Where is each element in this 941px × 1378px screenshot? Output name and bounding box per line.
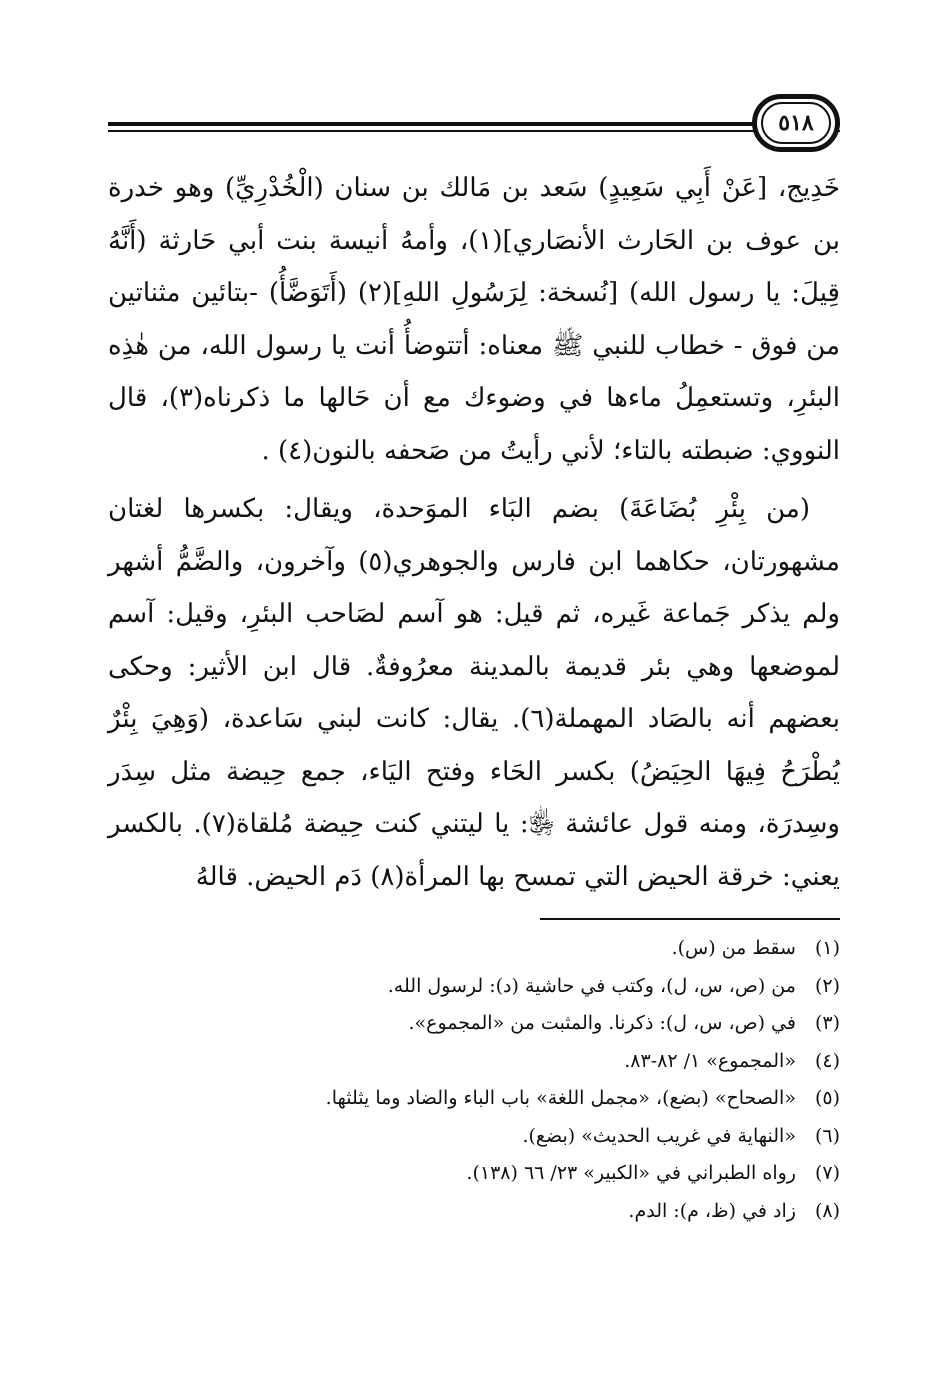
footnote-number: (٨) — [814, 1199, 840, 1222]
paragraph-1: خَدِيج، [عَنْ أَبِي سَعِيدٍ) سَعد بن مَالك بن سنان (الْخُدْرِيِّ) وهو خدرة بن عوف بن الحَارث الأنصَاري](١)، وأمهُ أنيسة بنت أبي حَارثة (أَنَّهُ قِيلَ: يا رسول الله) [نُسخة: لِرَسُولِ اللهِ](٢) (أَتَوَضَّأُ) -بتائين مثناتين من فوق - خطاب للنبي ﷺ معناه: أتتوضأُ أنت يا رسول الله، من هٰذِه البئرِ، وتستعمِلُ ماءها في وضوءك مع أن حَالها ما ذكرناه(٣)، قال النووي: ضبطته بالتاء؛ لأني رأيتُ من صَحفه بالنون(٤) . — [108, 173, 840, 466]
footnote-number: (٧) — [814, 1162, 840, 1184]
footnote-item — [108, 1005, 840, 1043]
footnote-text: زاد في (ظ، م): الدم. — [628, 1199, 796, 1222]
footnote-text: في (ص، س، ل): ذكرنا. والمثبت من «المجموع». — [408, 1012, 796, 1034]
footnote-item — [108, 1118, 840, 1156]
footnote-number: (٥) — [814, 1087, 840, 1109]
footnote-number: (٢) — [814, 974, 840, 997]
footnote-text: من (ص، س، ل)، وكتب في حاشية (د): لرسول الله. — [387, 974, 796, 997]
footnote-item — [108, 1193, 840, 1231]
footnote-number: (٣) — [814, 1012, 840, 1034]
footnote-item — [108, 968, 840, 1006]
footnote-text: «الصحاح» (بضع)، «مجمل اللغة» باب الباء والضاد وما يثلثها. — [325, 1087, 796, 1109]
main-text — [108, 162, 840, 903]
footnote-number: (٤) — [814, 1049, 840, 1072]
footnote-text: رواه الطبراني في «الكبير» ٢٣/ ٦٦ (١٣٨). — [466, 1162, 796, 1184]
footnote-number: (١) — [814, 937, 840, 959]
footnote-text: «المجموع» ١/ ٨٢-٨٣. — [624, 1049, 796, 1072]
footnote-item — [108, 930, 840, 968]
footnote-item — [108, 1080, 840, 1118]
header-rule-thin — [108, 130, 840, 132]
footnote-number: (٦) — [814, 1124, 840, 1147]
footnote-item — [108, 1155, 840, 1193]
page-number-badge — [752, 94, 840, 152]
header-rule — [108, 122, 840, 126]
page-header — [108, 92, 840, 162]
footnotes — [108, 930, 840, 1230]
footnote-text: سقط من (س). — [671, 937, 796, 959]
footnote-text: «النهاية في غريب الحديث» (بضع). — [522, 1124, 796, 1147]
page-number: ٥١٨ — [761, 102, 831, 144]
paragraph-2: (من بِئْرِ بُضَاعَةَ) بضم البَاء الموَحدة، ويقال: بكسرها لغتان مشهورتان، حكاهما ابن فارس والجوهري(٥) وآخرون، والضَّمُّ أشهر ولم يذكر جَماعة غَيره، ثم قيل: هو آسم لصَاحب البئرِ، وقيل: آسم لموضعها وهي بئر قديمة بالمدينة معرُوفةٌ. قال ابن الأثير: وحكى بعضهم أنه بالصَاد المهملة(٦). يقال: كانت لبني سَاعدة، (وَهِيَ بِئْرٌ يُطْرَحُ فِيهَا الحِيَضُ) بكسر الحَاء وفتح اليَاء، جمع حِيضة مثل سِدَر وسِدرَة، ومنه قول عائشة ﵂: يا ليتني كنت حِيضة مُلقاة(٧). بالكسر يعني: خرقة الحيض التي تمسح بها المرأة(٨) دَم الحيض. قالهُ — [108, 494, 840, 892]
footnote-separator — [540, 918, 840, 920]
footnote-item — [108, 1043, 840, 1081]
